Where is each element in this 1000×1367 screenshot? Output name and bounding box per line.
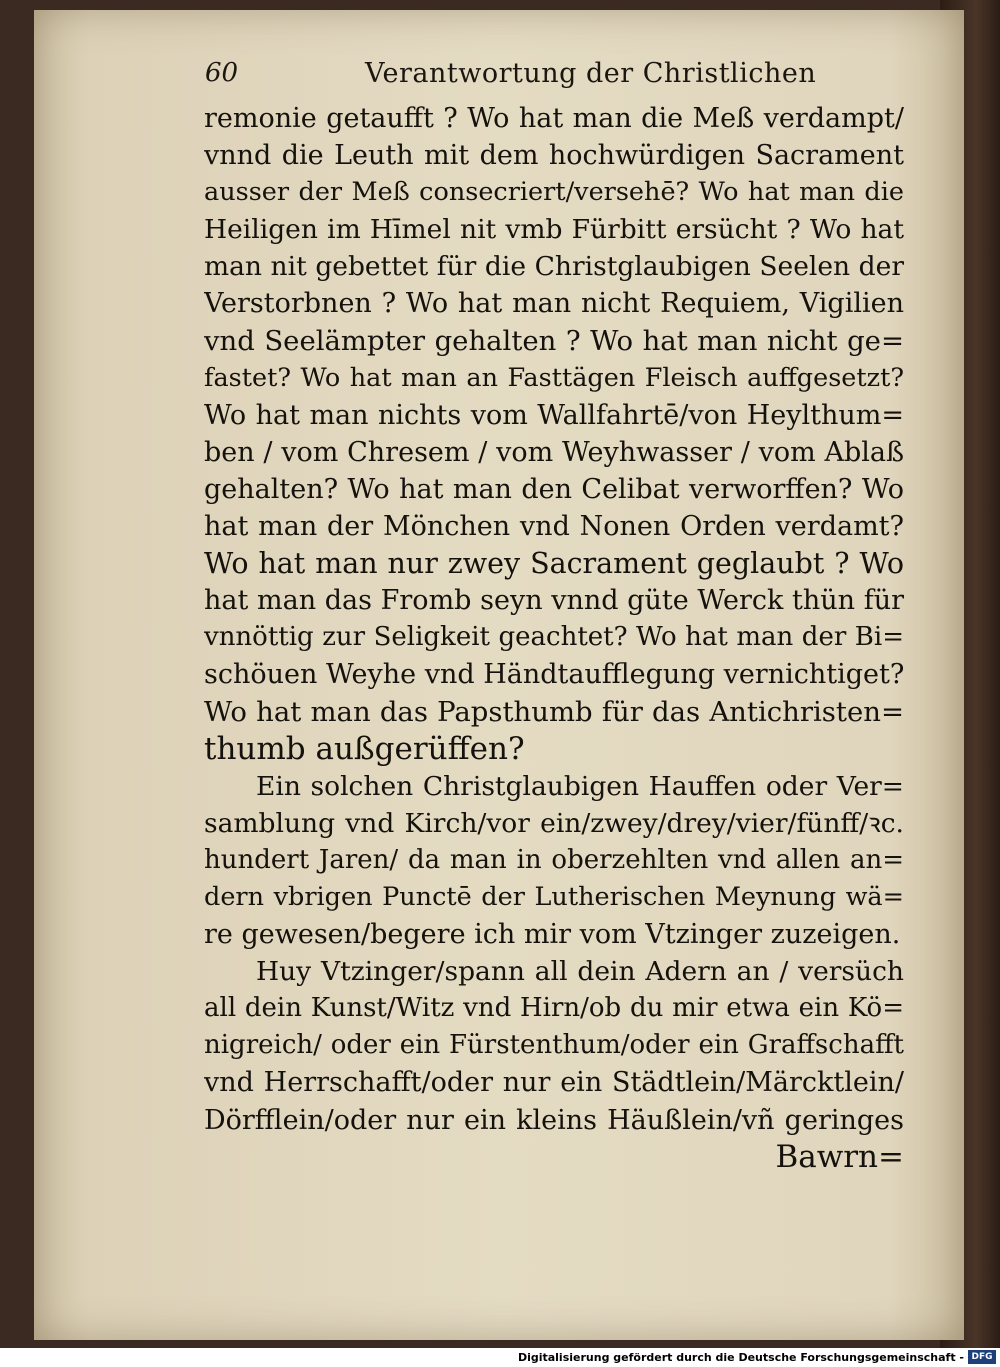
- text-line: vnnöttig zur Seligkeit geachtet? Wo hat man der Bi=: [204, 622, 904, 653]
- text-line: all dein Kunst/Witz vnd Hirn/ob du mir etwa ein Kö=: [204, 993, 904, 1024]
- page-header: [205, 58, 895, 96]
- catchword: Bawrn=: [775, 1138, 904, 1175]
- text-line: Wo hat man nur zwey Sacrament geglaubt ? Wo: [204, 547, 904, 581]
- text-line: ausser der Meß consecriert/versehē? Wo hat man die: [204, 177, 904, 208]
- text-line: Wo hat man nichts vom Wallfahrtē/von Heylthum=: [204, 399, 904, 431]
- text-line: thumb außgerüffen?: [204, 730, 525, 767]
- text-line: vnnd die Leuth mit dem hochwürdigen Sacrament: [204, 140, 904, 172]
- text-line: Dörfflein/oder nur ein kleins Häußlein/vñ geringes: [204, 1104, 904, 1136]
- text-line: remonie getaufft ? Wo hat man die Meß verdampt/: [204, 103, 904, 134]
- text-line: man nit gebettet für die Christglaubigen Seelen der: [204, 251, 904, 283]
- text-line: fastet? Wo hat man an Fasttägen Fleisch auffgesetzt?: [204, 362, 904, 393]
- text-line: vnd Seelämpter gehalten ? Wo hat man nicht ge=: [204, 324, 904, 357]
- funding-credit: Digitalisierung gefördert durch die Deutsche Forschungsgemeinschaft -: [517, 1351, 964, 1364]
- text-line: ben / vom Chresem / vom Weyhwasser / vom Ablaß: [204, 436, 904, 468]
- running-head: Verantwortung der Christlichen: [365, 58, 817, 89]
- text-line: vnd Herrschafft/oder nur ein Städtlein/Märcktlein/: [204, 1067, 904, 1099]
- text-line: schöuen Weyhe vnd Händtaufflegung vernichtiget?: [204, 659, 904, 691]
- text-line: hat man das Fromb seyn vnnd güte Werck thün für: [204, 585, 904, 617]
- text-line: samblung vnd Kirch/vor ein/zwey/drey/vier/fünff/ꝛc.: [204, 807, 904, 839]
- text-line: nigreich/ oder ein Fürstenthum/oder ein Graffschafft: [204, 1030, 904, 1061]
- text-line: Wo hat man das Papsthumb für das Antichristen=: [204, 695, 904, 728]
- text-line: re gewesen/begere ich mir vom Vtzinger zuzeigen.: [204, 919, 901, 951]
- text-line: Heiligen im Hīmel nit vmb Fürbitt ersücht ? Wo hat: [204, 214, 904, 246]
- text-line: dern vbrigen Punctē der Lutherischen Meynung wä=: [204, 881, 904, 912]
- text-line: hat man der Mönchen vnd Nonen Orden verdamt?: [204, 511, 904, 543]
- text-line: Huy Vtzinger/spann all dein Adern an / versüch: [256, 956, 904, 988]
- digitization-footer: [0, 1348, 1000, 1367]
- page-number: 60: [205, 58, 239, 88]
- text-line: hundert Jaren/ da man in oberzehlten vnd allen an=: [204, 844, 904, 875]
- text-line: gehalten? Wo hat man den Celibat verworffen? Wo: [204, 473, 904, 505]
- text-line: Ein solchen Christglaubigen Hauffen oder Ver=: [256, 770, 904, 802]
- dfg-logo-icon: DFG: [968, 1350, 996, 1364]
- text-line: Verstorbnen ? Wo hat man nicht Requiem, Vigilien: [204, 288, 904, 320]
- page-body: [204, 100, 904, 1176]
